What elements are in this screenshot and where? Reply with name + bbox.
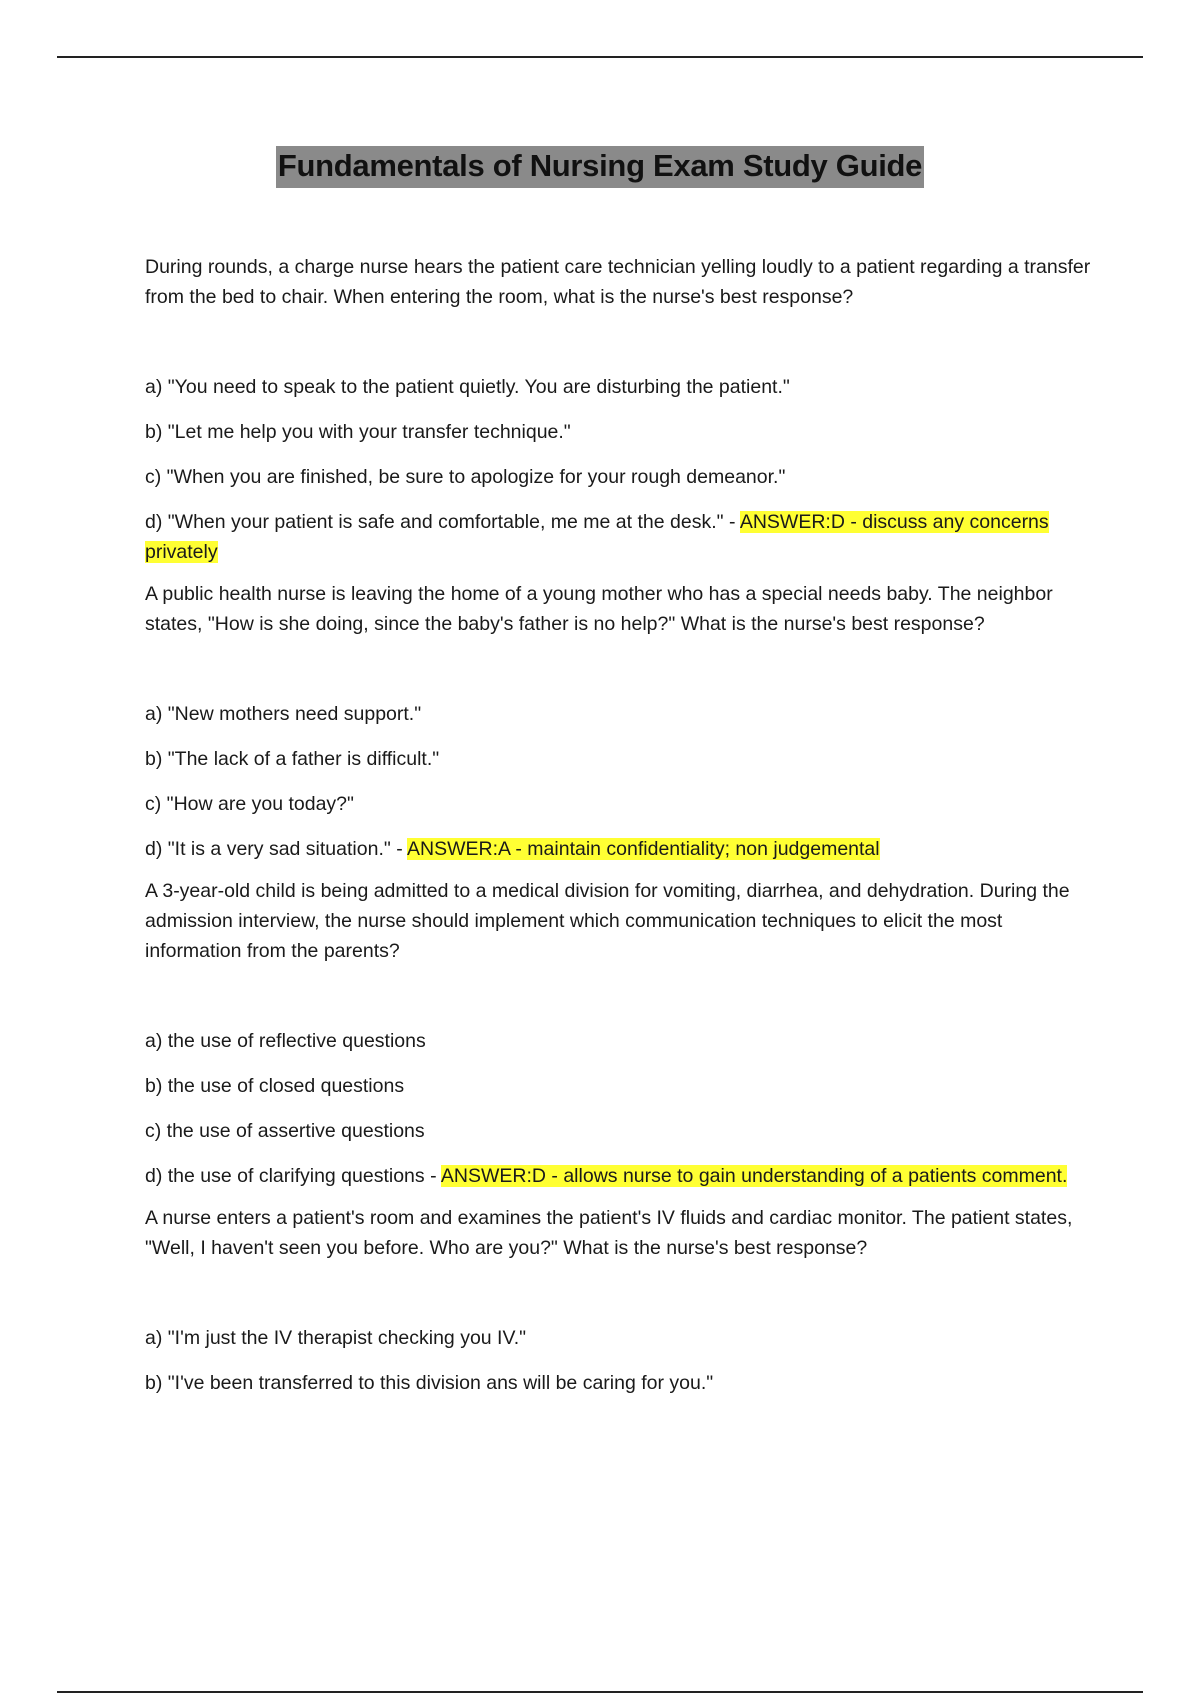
- answer-option-with-key: [145, 507, 1095, 567]
- answer-option-with-key: [145, 834, 1095, 864]
- answer-option: d) the use of clarifying questions -: [145, 1165, 441, 1187]
- question-stem: A 3-year-old child is being admitted to a medical division for vomiting, diarrhea, and dehydration. During the admission interview, the nurse should implement which communication techniques to elicit the most information from the parents?: [145, 880, 1070, 962]
- highlighted-answer: ANSWER:A - maintain confidentiality; non judgemental: [407, 838, 880, 860]
- question-stem: A public health nurse is leaving the home of a young mother who has a special needs baby. The neighbor states, "How is she doing, since the baby's father is no help?" What is the nurse's best response?: [145, 583, 1053, 635]
- page-title: Fundamentals of Nursing Exam Study Guide: [276, 146, 924, 188]
- question-block: [145, 252, 1095, 567]
- answer-option: a) "New mothers need support.": [145, 703, 422, 725]
- question-block: [145, 579, 1095, 864]
- answer-option: c) "How are you today?": [145, 793, 354, 815]
- answer-option: a) "You need to speak to the patient quietly. You are disturbing the patient.": [145, 376, 790, 398]
- highlighted-answer: ANSWER:D - allows nurse to gain understanding of a patients comment.: [440, 1165, 1068, 1187]
- bottom-rule: [57, 1691, 1143, 1693]
- answer-option: b) "I've been transferred to this division ans will be caring for you.": [145, 1372, 714, 1394]
- document-body: [145, 252, 1095, 1413]
- question-block: [145, 876, 1095, 1191]
- answer-option: b) the use of closed questions: [145, 1075, 405, 1097]
- answer-option: a) the use of reflective questions: [145, 1030, 426, 1052]
- answer-option: c) "When you are finished, be sure to apologize for your rough demeanor.": [145, 466, 786, 488]
- answer-option: b) "Let me help you with your transfer technique.": [145, 421, 571, 443]
- answer-option: b) "The lack of a father is difficult.": [145, 748, 440, 770]
- question-stem: A nurse enters a patient's room and examines the patient's IV fluids and cardiac monitor. The patient states, "Well, I haven't seen you before. Who are you?" What is the nurse's best response?: [145, 1207, 1073, 1259]
- question-block: [145, 1203, 1095, 1398]
- answer-option: a) "I'm just the IV therapist checking you IV.": [145, 1327, 527, 1349]
- top-rule: [57, 56, 1143, 58]
- question-stem: During rounds, a charge nurse hears the patient care technician yelling loudly to a patient regarding a transfer from the bed to chair. When entering the room, what is the nurse's best response?: [145, 256, 1091, 308]
- answer-option: c) the use of assertive questions: [145, 1120, 425, 1142]
- highlighted-answer: ANSWER:D - discuss any concerns privately: [145, 511, 1049, 563]
- answer-option: d) "It is a very sad situation." -: [145, 838, 408, 860]
- answer-option-with-key: [145, 1161, 1095, 1191]
- title-container: [0, 146, 1200, 188]
- answer-option: d) "When your patient is safe and comfortable, me me at the desk." -: [145, 511, 740, 533]
